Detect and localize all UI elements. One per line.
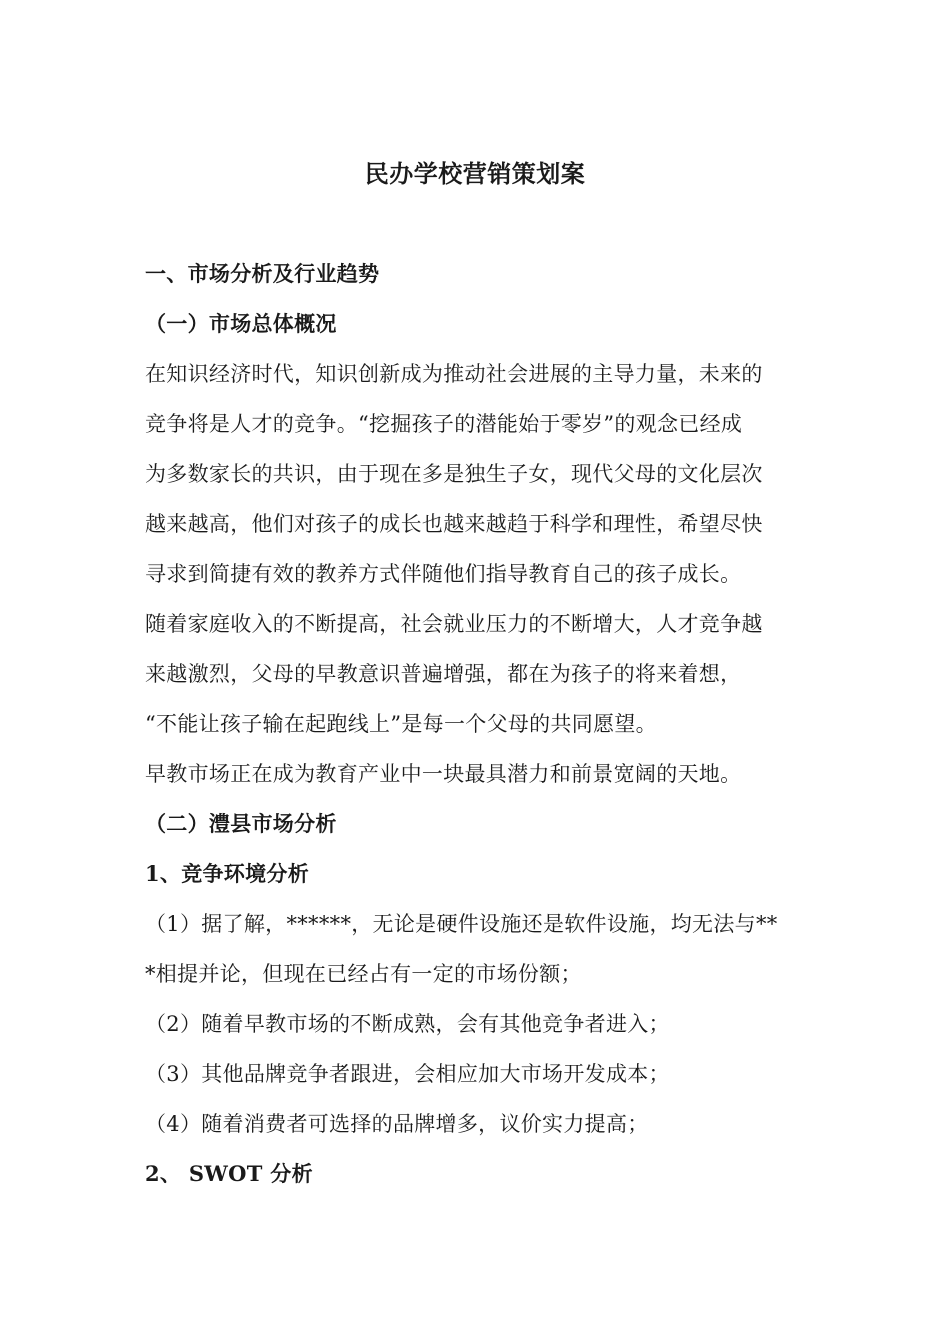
paragraph-line: 寻求到简捷有效的教养方式伴随他们指导教育自己的孩子成长。 bbox=[145, 562, 742, 586]
heading-competition-environment: 1、竞争环境分析 bbox=[145, 861, 310, 886]
paragraph-line: 竞争将是人才的竞争。“挖掘孩子的潜能始于零岁”的观念已经成 bbox=[145, 412, 743, 436]
paragraph-line: “不能让孩子输在起跑线上”是每一个父母的共同愿望。 bbox=[145, 712, 657, 736]
document-title: 民办学校营销策划案 bbox=[364, 159, 586, 188]
list-item-line: *相提并论，但现在已经占有一定的市场份额； bbox=[145, 962, 582, 986]
subsection-heading-market-overview: （一）市场总体概况 bbox=[145, 311, 337, 336]
paragraph-line: 越来越高，他们对孩子的成长也越来越趋于科学和理性，希望尽快 bbox=[145, 512, 763, 536]
list-item-line: （4）随着消费者可选择的品牌增多，议价实力提高； bbox=[145, 1112, 649, 1136]
paragraph-line: 随着家庭收入的不断提高，社会就业压力的不断增大，人才竞争越 bbox=[145, 612, 763, 636]
list-item-line: （2）随着早教市场的不断成熟，会有其他竞争者进入； bbox=[145, 1012, 670, 1036]
paragraph-line: 来越激烈，父母的早教意识普遍增强，都在为孩子的将来着想， bbox=[145, 662, 742, 686]
heading-swot-analysis: 2、 SWOT 分析 bbox=[145, 1161, 313, 1186]
subsection-heading-local-market: （二）澧县市场分析 bbox=[145, 811, 337, 836]
paragraph-line: 在知识经济时代，知识创新成为推动社会进展的主导力量，未来的 bbox=[145, 362, 763, 386]
section-heading-market-analysis: 一、市场分析及行业趋势 bbox=[145, 261, 380, 286]
paragraph-line: 早教市场正在成为教育产业中一块最具潜力和前景宽阔的天地。 bbox=[145, 762, 742, 786]
list-item-line: （3）其他品牌竞争者跟进，会相应加大市场开发成本； bbox=[145, 1062, 670, 1086]
list-item-line: （1）据了解，******，无论是硬件设施还是软件设施，均无法与** bbox=[145, 912, 778, 936]
paragraph-line: 为多数家长的共识，由于现在多是独生子女，现代父母的文化层次 bbox=[145, 462, 763, 486]
